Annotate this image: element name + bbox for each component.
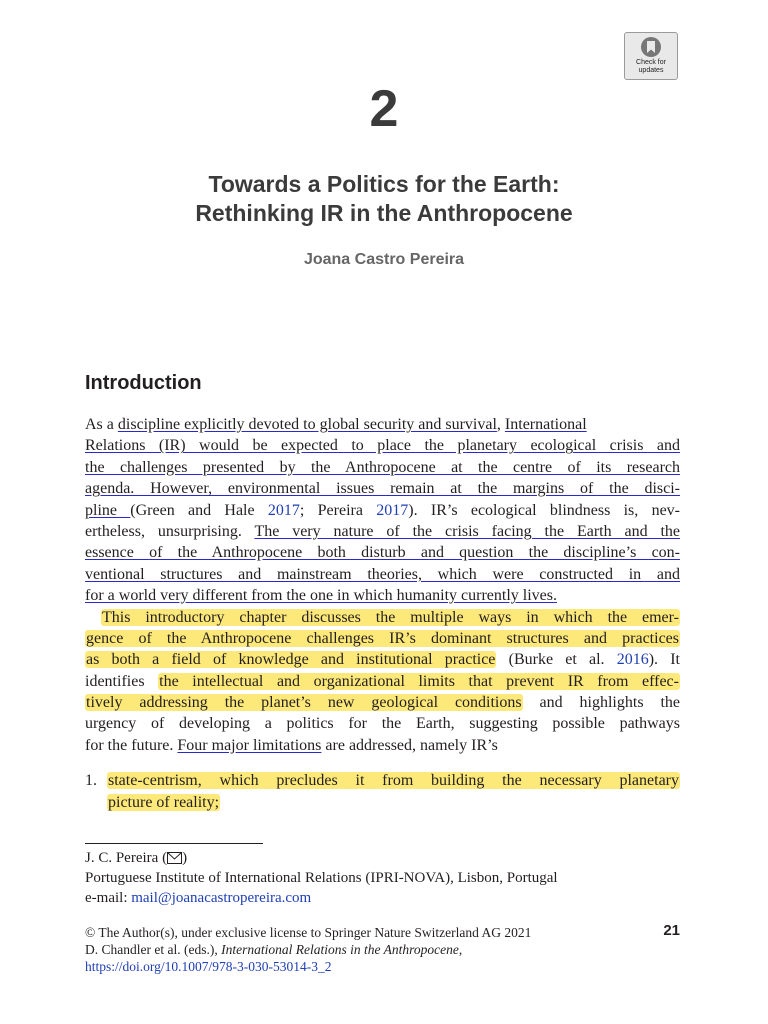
- highlighted-text: This introductory chapter discusses the multiple ways in which the emer-: [102, 608, 679, 626]
- underlined-text: Relations (IR) would be expected to place the planetary ecological crisis and: [85, 437, 680, 455]
- footnote-author-end: ): [182, 850, 188, 866]
- text-line: [85, 585, 680, 606]
- chapter-title: [0, 170, 768, 228]
- chapter-title-line-1: Towards a Politics for the Earth:: [208, 171, 560, 197]
- text-span: (Burke et al.: [496, 651, 617, 669]
- text-line: [85, 692, 680, 713]
- chapter-title-line-2: Rethinking IR in the Anthropocene: [195, 200, 573, 226]
- footnote-affiliation: Portuguese Institute of International Relations (IPRI-NOVA), Lisbon, Portugal: [85, 870, 558, 886]
- highlighted-text: the intellectual and organizational limits that prevent IR from effec-: [159, 672, 679, 690]
- footnote-author: J. C. Pereira (: [85, 850, 168, 866]
- footnote-email-line: [85, 888, 680, 908]
- text-line: [85, 671, 680, 692]
- badge-label-1: Check for: [636, 59, 666, 66]
- underlined-text: Four major limitations: [177, 736, 322, 754]
- highlighted-text: state-centrism, which precludes it from building the necessary planetary: [108, 772, 679, 790]
- text-span: for the future.: [85, 736, 178, 754]
- book-title: International Relations in the Anthropocene: [221, 942, 459, 957]
- highlighted-text: gence of the Anthropocene challenges IR’s dominant structures and practices: [86, 629, 679, 647]
- chapter-number: 2: [369, 80, 399, 138]
- doi-link[interactable]: https://doi.org/10.1007/978-3-030-53014-3_2: [85, 959, 332, 974]
- underlined-text: ventional structures and mainstream theories, which were constructed in and: [85, 565, 680, 583]
- text-span: As a: [85, 416, 118, 433]
- underlined-text: agenda. However, environmental issues remain at the margins of the disci-: [85, 480, 680, 498]
- underlined-text: The very nature of the crisis facing the Earth and the: [254, 522, 681, 540]
- text-span: identifies: [85, 672, 159, 690]
- footnote-name-line: [85, 848, 680, 868]
- copyright-block: [85, 924, 625, 975]
- text-line: [85, 649, 680, 670]
- list-spacer: [85, 756, 680, 770]
- text-line: [85, 521, 680, 542]
- text-line: [85, 414, 680, 435]
- email-link[interactable]: mail@joanacastropereira.com: [131, 890, 312, 906]
- text-line: [85, 628, 680, 649]
- text-span: (Green and Hale: [130, 501, 268, 519]
- text-span: and highlights the: [522, 694, 681, 712]
- list-item-continuation: [85, 792, 680, 813]
- text-span: ,: [458, 942, 463, 957]
- underlined-text: discipline explicitly devoted to global security and survival: [117, 416, 497, 433]
- badge-label-2: updates: [638, 67, 664, 74]
- list-item: [85, 770, 680, 791]
- underlined-text: the challenges presented by the Anthropocene at the centre of its research: [85, 458, 680, 476]
- text-line: [85, 607, 680, 628]
- highlighted-text: tively addressing the planet’s new geological conditions: [86, 694, 522, 712]
- author-footnote: [85, 848, 680, 908]
- footnote-divider: [85, 843, 263, 844]
- check-for-updates-badge[interactable]: [624, 32, 678, 80]
- text-line: [85, 457, 680, 478]
- body-text: [85, 414, 680, 813]
- text-line: [85, 542, 680, 563]
- bookmark-check-icon: [640, 36, 662, 58]
- envelope-icon: [167, 852, 182, 864]
- text-line: [85, 564, 680, 585]
- text-span: ; Pereira: [299, 501, 377, 519]
- underlined-text: International: [504, 416, 587, 433]
- section-heading: Introduction: [85, 372, 202, 394]
- citation-link[interactable]: 2016: [616, 651, 649, 669]
- copyright-line: © The Author(s), under exclusive license to Springer Nature Switzerland AG 2021: [85, 925, 532, 940]
- citation-link[interactable]: 2017: [376, 501, 409, 519]
- citation-link[interactable]: 2017: [267, 501, 300, 519]
- text-span: D. Chandler et al. (eds.),: [85, 942, 222, 957]
- underlined-text: essence of the Anthropocene both disturb and question the discipline’s con-: [85, 544, 680, 562]
- highlighted-text: as both a field of knowledge and institutional practice: [86, 651, 496, 669]
- text-span: ). IR’s ecological blindness is, nev-: [408, 501, 681, 519]
- text-line: [85, 735, 680, 756]
- highlighted-text: picture of reality;: [108, 793, 220, 811]
- email-label: e-mail:: [85, 890, 132, 906]
- underlined-text: pline: [85, 501, 131, 519]
- text-span: ). It: [648, 651, 680, 669]
- text-span: urgency of developing a politics for the Earth, suggesting possible pathways: [85, 715, 680, 733]
- text-line: [85, 713, 680, 734]
- text-span: ,: [496, 416, 505, 433]
- page-number: 21: [663, 922, 680, 939]
- author-name: Joana Castro Pereira: [303, 251, 465, 268]
- book-citation-line: [85, 941, 625, 958]
- list-number: 1.: [85, 772, 97, 790]
- text-span: are addressed, namely IR’s: [321, 736, 498, 754]
- text-line: [85, 435, 680, 456]
- text-span: ertheless, unsurprising.: [85, 522, 255, 540]
- text-line: [85, 500, 680, 521]
- text-line: [85, 478, 680, 499]
- underlined-text: for a world very different from the one in which humanity currently lives.: [85, 587, 558, 605]
